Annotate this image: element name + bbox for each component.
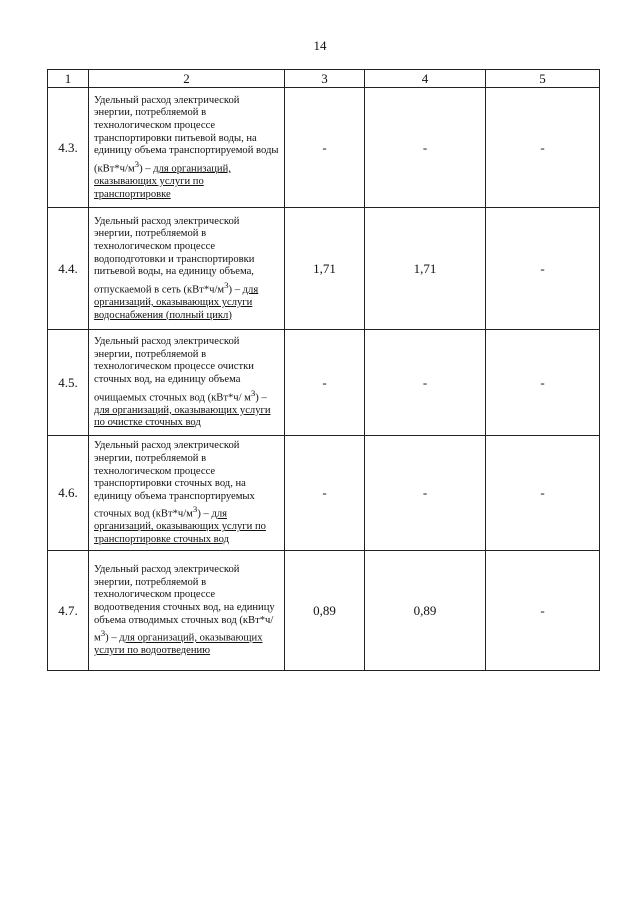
value-col4: - bbox=[365, 436, 486, 551]
value-col4: - bbox=[365, 88, 486, 208]
value-col4: - bbox=[365, 330, 486, 436]
row-number: 4.5. bbox=[48, 330, 89, 436]
value-col3: 0,89 bbox=[285, 551, 365, 671]
value-col5: - bbox=[486, 88, 600, 208]
table-row bbox=[48, 88, 600, 208]
value-col3: 1,71 bbox=[285, 208, 365, 330]
table-row bbox=[48, 208, 600, 330]
row-description: Удельный расход электрической энергии, потребляемой в технологическом процессе транспортировки питьевой воды, на единицу объема транспортируемой воды $(кВт*ч/м^3)$ – для организаций, оказывающих услуги по транспортировке bbox=[89, 88, 285, 208]
row-description: Удельный расход электрической энергии, потребляемой в технологическом процессе водоотведения сточных вод, на единицу объема отводимых сточных вод (кВт*ч/ $м^3$) – для организаций, оказывающих услуги по водоотведению bbox=[89, 551, 285, 671]
row-number: 4.3. bbox=[48, 88, 89, 208]
row-description: Удельный расход электрической энергии, потребляемой в технологическом процессе транспортировки сточных вод, на единицу объема транспортируемых сточных вод $(кВт*ч/м^3)$ – для организаций, оказывающих услуги по транспортировке сточных вод bbox=[89, 436, 285, 551]
value-col5: - bbox=[486, 330, 600, 436]
indicators-table bbox=[47, 69, 600, 671]
row-description: Удельный расход электрической энергии, потребляемой в технологическом процессе очистки сточных вод, на единицу объема очищаемых сточных вод (кВт*ч/ $м^3$) – для организаций, оказывающих услуги по очистке сточных вод bbox=[89, 330, 285, 436]
page-number: 14 bbox=[313, 38, 327, 53]
row-description: Удельный расход электрической энергии, потребляемой в технологическом процессе водоподготовки и транспортировки питьевой воды, на единицу объема, отпускаемой в сеть $(кВт*ч/м^3)$ – для организаций, оказывающих услуги водоснабжения (полный цикл) bbox=[89, 208, 285, 330]
header-cell-1: 1 bbox=[48, 70, 89, 88]
table-row bbox=[48, 551, 600, 671]
row-number: 4.7. bbox=[48, 551, 89, 671]
value-col3: - bbox=[285, 436, 365, 551]
value-col5: - bbox=[486, 208, 600, 330]
header-cell-2: 2 bbox=[89, 70, 285, 88]
header-cell-5: 5 bbox=[486, 70, 600, 88]
header-cell-3: 3 bbox=[285, 70, 365, 88]
table-row bbox=[48, 436, 600, 551]
value-col3: - bbox=[285, 330, 365, 436]
table-row bbox=[48, 330, 600, 436]
row-number: 4.4. bbox=[48, 208, 89, 330]
value-col4: 0,89 bbox=[365, 551, 486, 671]
table-header-row bbox=[48, 70, 600, 88]
header-cell-4: 4 bbox=[365, 70, 486, 88]
value-col5: - bbox=[486, 551, 600, 671]
row-number: 4.6. bbox=[48, 436, 89, 551]
value-col4: 1,71 bbox=[365, 208, 486, 330]
value-col3: - bbox=[285, 88, 365, 208]
value-col5: - bbox=[486, 436, 600, 551]
